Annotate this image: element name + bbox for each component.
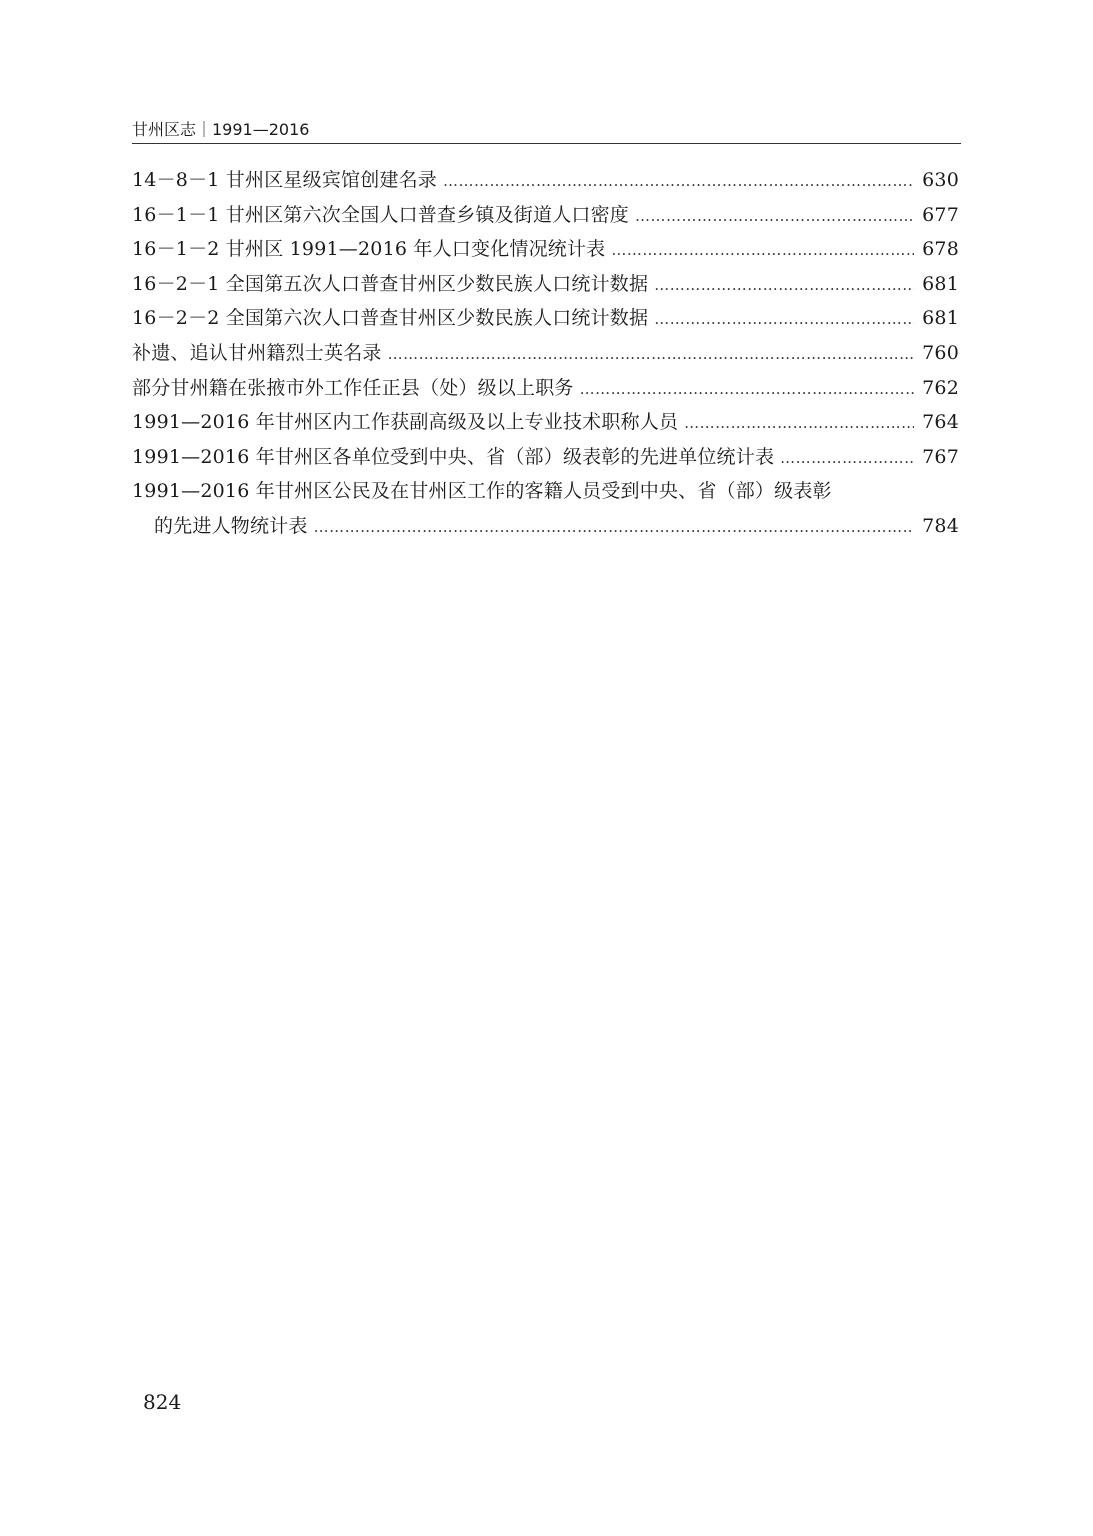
toc-entry[interactable]	[132, 371, 959, 406]
toc-entry-page: 760	[922, 341, 959, 364]
dot-leader	[314, 510, 915, 545]
toc-entry-line-2	[132, 509, 959, 544]
toc-entry[interactable]	[132, 405, 959, 440]
toc-entry[interactable]	[132, 440, 959, 475]
dot-leader	[443, 164, 914, 199]
toc-entry-title: 16－2－2 全国第六次人口普查甘州区少数民族人口统计数据	[132, 307, 649, 330]
dot-leader	[580, 372, 915, 407]
toc-entry-page: 764	[922, 411, 959, 434]
toc-entry[interactable]	[132, 232, 959, 267]
toc-entry-title: 部分甘州籍在张掖市外工作任正县（处）级以上职务	[132, 376, 574, 399]
toc-entry-multiline[interactable]	[132, 474, 959, 543]
toc-entry-page: 678	[922, 238, 959, 261]
page-number: 824	[143, 1390, 182, 1414]
toc-entry[interactable]	[132, 267, 959, 302]
dot-leader	[388, 337, 915, 372]
toc-entry-page: 630	[922, 169, 959, 191]
header-rule	[132, 143, 961, 144]
toc-entry-title: 16－2－1 全国第五次人口普查甘州区少数民族人口统计数据	[132, 272, 649, 295]
toc-entry-page: 762	[922, 376, 959, 399]
toc-entry-title: 14－8－1 甘州区星级宾馆创建名录	[132, 169, 437, 191]
toc-entry-title: 16－1－2 甘州区 1991—2016 年人口变化情况统计表	[132, 238, 606, 261]
toc-entry[interactable]	[132, 163, 959, 198]
toc-entry-page: 784	[922, 514, 959, 537]
toc-entry-title-continued: 的先进人物统计表	[154, 514, 308, 537]
toc-entry-title: 1991—2016 年甘州区各单位受到中央、省（部）级表彰的先进单位统计表	[132, 445, 775, 468]
toc-entry[interactable]	[132, 301, 959, 336]
toc-entry-title: 16－1－1 甘州区第六次全国人口普查乡镇及街道人口密度	[132, 203, 629, 226]
toc-entry-page: 677	[922, 203, 959, 226]
toc-entry-title: 1991—2016 年甘州区公民及在甘州区工作的客籍人员受到中央、省（部）级表彰	[132, 480, 832, 503]
toc-entry-page: 681	[922, 272, 959, 295]
dot-leader	[654, 268, 914, 303]
toc-entry-page: 681	[922, 307, 959, 330]
dot-leader	[654, 302, 914, 337]
toc-entry-line-1	[132, 474, 959, 509]
running-head: 甘州区志｜1991—2016	[132, 120, 310, 139]
toc-list	[132, 163, 959, 544]
toc-entry[interactable]	[132, 336, 959, 371]
dot-leader	[780, 441, 914, 476]
toc-entry-title: 1991—2016 年甘州区内工作获副高级及以上专业技术职称人员	[132, 411, 679, 434]
dot-leader	[611, 233, 914, 268]
toc-entry[interactable]	[132, 198, 959, 233]
dot-leader	[684, 406, 914, 441]
toc-entry-title: 补遗、追认甘州籍烈士英名录	[132, 341, 382, 364]
dot-leader	[635, 199, 914, 234]
toc-entry-page: 767	[922, 445, 959, 468]
